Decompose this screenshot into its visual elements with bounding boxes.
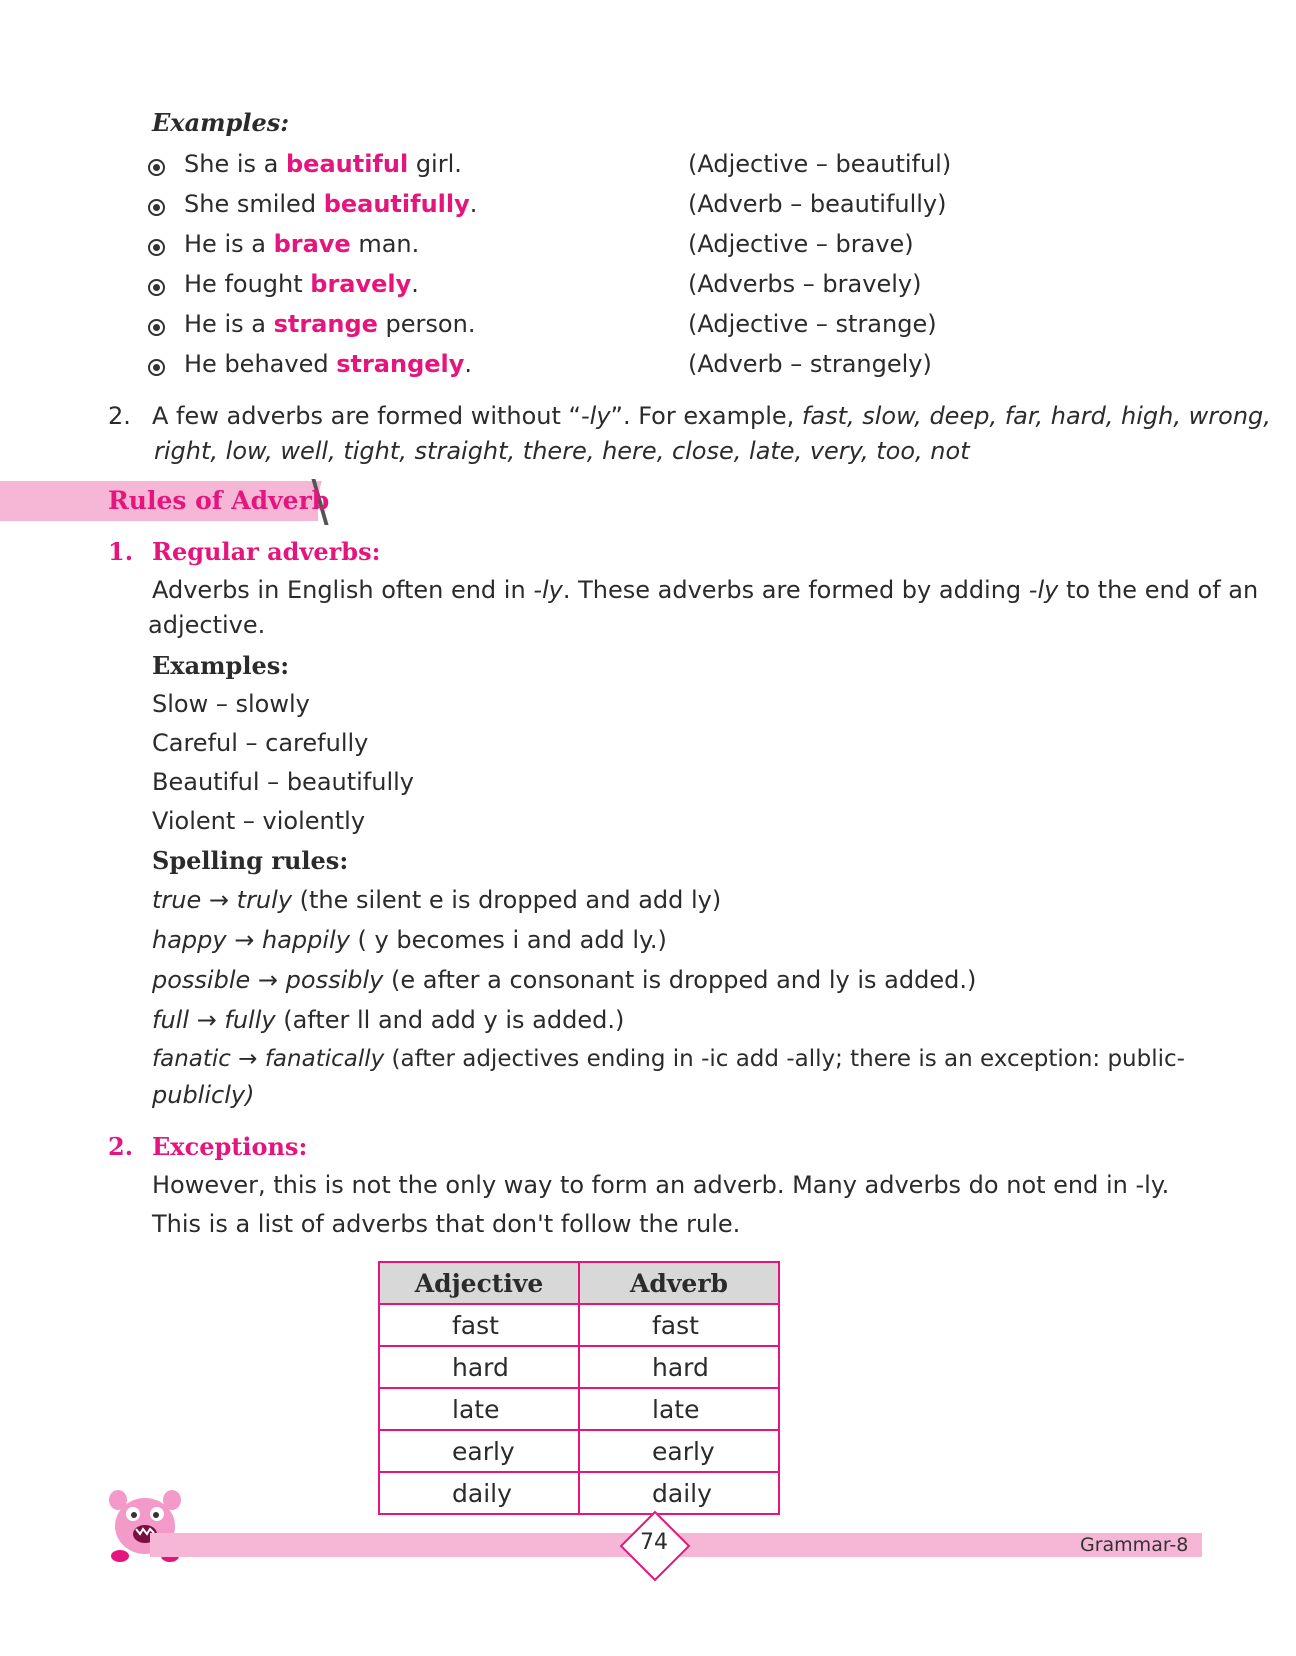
spelling-rule: happy → happily ( y becomes i and add ly.) xyxy=(152,926,667,954)
rule2-line1: However, this is not the only way to form an adverb. Many adverbs do not end in -ly. xyxy=(152,1171,1170,1199)
table-header-row xyxy=(379,1262,779,1304)
book-label: Grammar-8 xyxy=(1080,1534,1189,1556)
table-cell: early xyxy=(579,1430,779,1472)
rule2-line2: This is a list of adverbs that don't follow the rule. xyxy=(152,1210,741,1238)
examples-heading: Examples: xyxy=(152,108,290,137)
table-row xyxy=(379,1346,779,1388)
table-cell: fast xyxy=(379,1304,579,1346)
example-note: (Adjective – brave) xyxy=(688,230,914,258)
arrow-right-icon: → xyxy=(257,966,279,994)
point-number: 2. xyxy=(108,402,131,430)
circle-bullet-icon xyxy=(148,319,165,336)
rule-number: 1. xyxy=(108,537,134,566)
rule1-examples-heading: Examples: xyxy=(152,651,290,680)
point2-line2: right, low, well, tight, straight, there, here, close, late, very, too, not xyxy=(154,437,970,465)
table-cell: early xyxy=(379,1430,579,1472)
rule1-example: Slow – slowly xyxy=(152,690,310,718)
table-cell: late xyxy=(379,1388,579,1430)
rule1-example: Violent – violently xyxy=(152,807,366,835)
spelling-rule: possible → possibly (e after a consonant is dropped and ly is added.) xyxy=(152,966,977,994)
example-sentence: She is a beautiful girl. xyxy=(184,150,462,178)
spelling-rule: full → fully (after ll and add y is added.) xyxy=(152,1006,625,1034)
spelling-rules-heading: Spelling rules: xyxy=(152,846,349,875)
arrow-right-icon: → xyxy=(238,1046,258,1072)
arrow-right-icon: → xyxy=(208,886,230,914)
example-sentence: He fought bravely. xyxy=(184,270,419,298)
circle-bullet-icon xyxy=(148,359,165,376)
example-sentence: He behaved strangely. xyxy=(184,350,473,378)
table-row xyxy=(379,1304,779,1346)
example-sentence: He is a brave man. xyxy=(184,230,420,258)
table-cell: daily xyxy=(379,1472,579,1514)
example-sentence: She smiled beautifully. xyxy=(184,190,478,218)
section-title: Rules of Adverb xyxy=(108,486,330,515)
page-number: 74 xyxy=(640,1530,668,1555)
example-note: (Adjective – beautiful) xyxy=(688,150,952,178)
table-cell: late xyxy=(579,1388,779,1430)
rule1-paragraph-line1: Adverbs in English often end in -ly. These adverbs are formed by adding -ly to the end of an xyxy=(152,576,1259,604)
table-header: Adjective xyxy=(379,1262,579,1304)
table-row xyxy=(379,1472,779,1514)
rule1-example: Careful – carefully xyxy=(152,729,369,757)
rule1-title: Regular adverbs: xyxy=(152,537,381,566)
point2-line1: A few adverbs are formed without “-ly”. For example, fast, slow, deep, far, hard, high, wrong, xyxy=(152,402,1271,430)
table-cell: daily xyxy=(579,1472,779,1514)
table-cell: hard xyxy=(579,1346,779,1388)
example-note: (Adverb – strangely) xyxy=(688,350,932,378)
example-note: (Adjective – strange) xyxy=(688,310,937,338)
circle-bullet-icon xyxy=(148,239,165,256)
spelling-rule: true → truly (the silent e is dropped and add ly) xyxy=(152,886,722,914)
rule-number: 2. xyxy=(108,1132,134,1161)
spelling-rule-continuation: publicly) xyxy=(152,1081,255,1109)
circle-bullet-icon xyxy=(148,279,165,296)
rule1-paragraph-line2: adjective. xyxy=(148,611,266,639)
rule2-title: Exceptions: xyxy=(152,1132,308,1161)
adverb-table xyxy=(378,1261,780,1515)
circle-bullet-icon xyxy=(148,199,165,216)
arrow-right-icon: → xyxy=(196,1006,217,1034)
arrow-right-icon: → xyxy=(234,926,255,954)
table-header: Adverb xyxy=(579,1262,779,1304)
table-row xyxy=(379,1388,779,1430)
circle-bullet-icon xyxy=(148,159,165,176)
example-note: (Adverb – beautifully) xyxy=(688,190,947,218)
spelling-rule: fanatic → fanatically (after adjectives ending in -ic add -ally; there is an exception: public- xyxy=(152,1046,1185,1072)
example-sentence: He is a strange person. xyxy=(184,310,476,338)
table-cell: hard xyxy=(379,1346,579,1388)
table-row xyxy=(379,1430,779,1472)
rule1-example: Beautiful – beautifully xyxy=(152,768,415,796)
table-cell: fast xyxy=(579,1304,779,1346)
example-note: (Adverbs – bravely) xyxy=(688,270,922,298)
